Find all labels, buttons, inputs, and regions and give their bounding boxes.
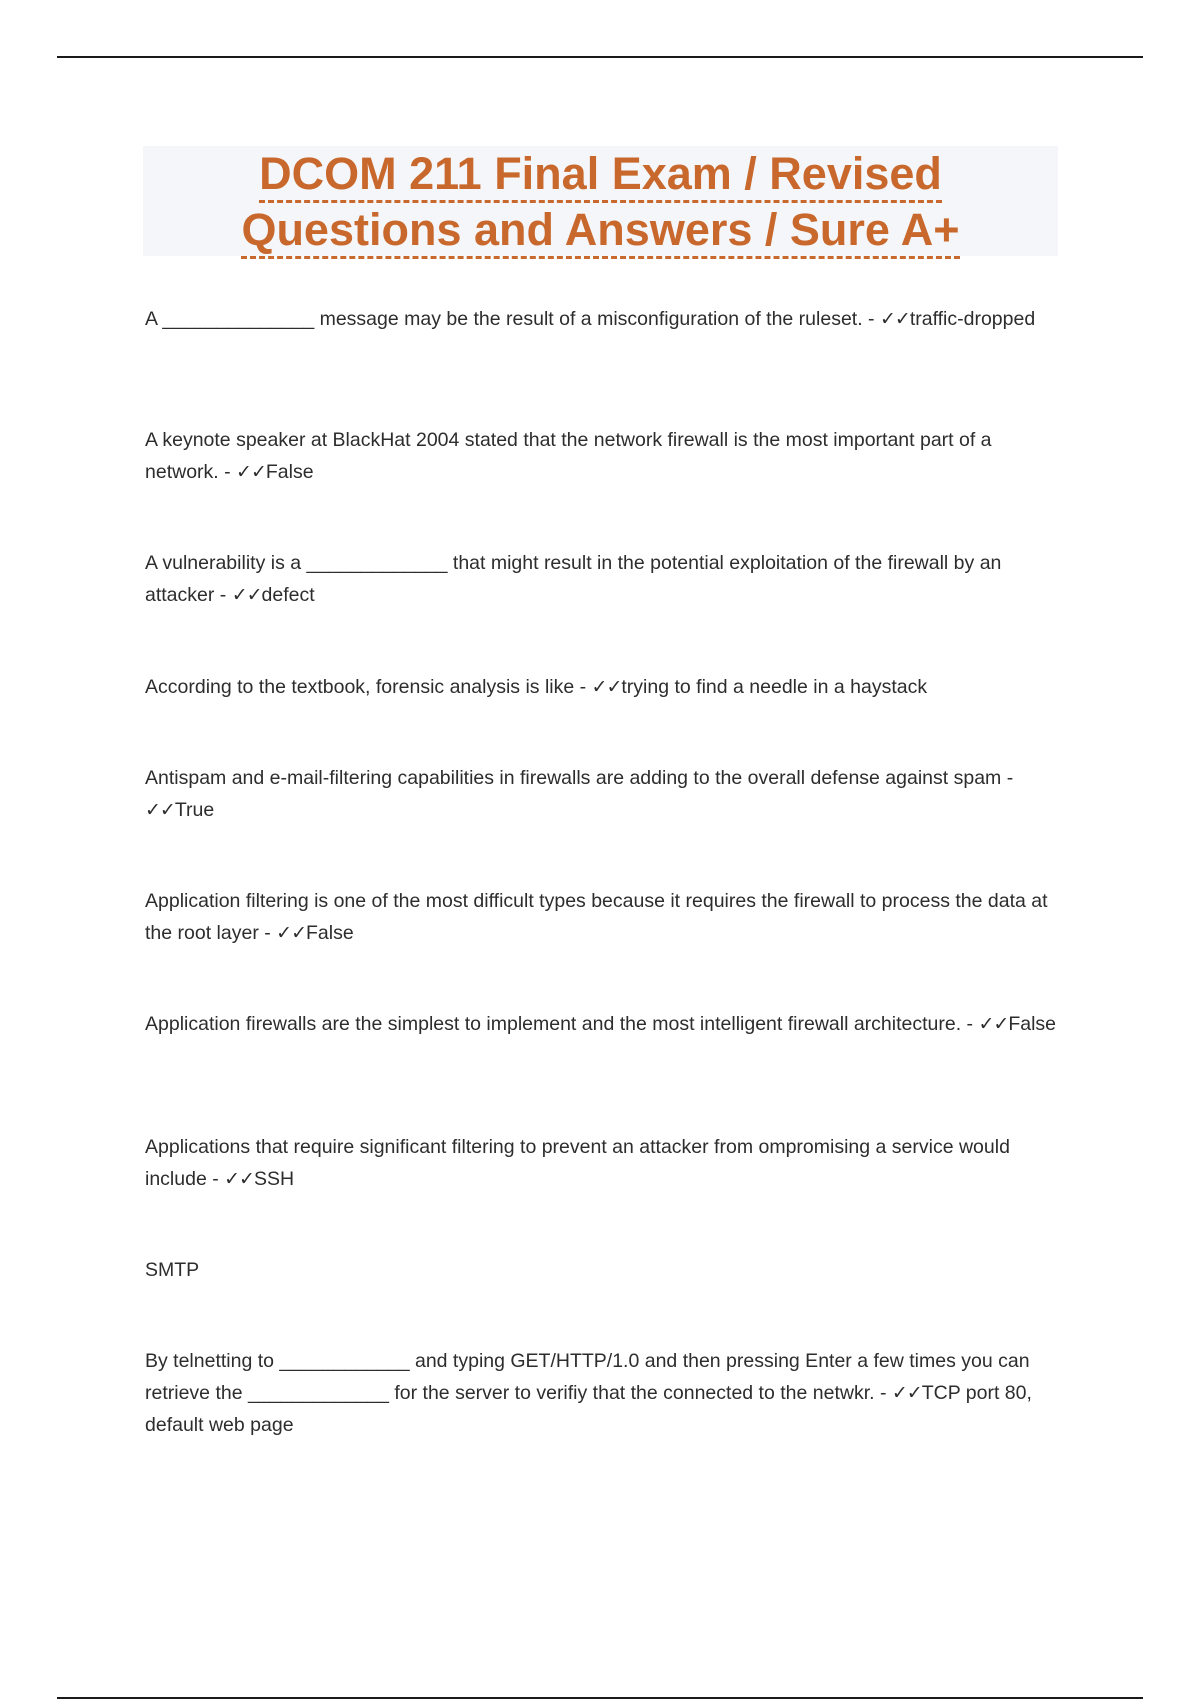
title-line-2: Questions and Answers / Sure A+ <box>241 204 959 259</box>
question-text: Applications that require significant filtering to prevent an attacker from ompromising a service would include - <box>145 1136 1010 1190</box>
answer-text: trying to find a needle in a haystack <box>621 676 928 698</box>
bottom-rule <box>57 1697 1143 1699</box>
qa-item <box>145 547 1065 611</box>
qa-item <box>145 1254 1065 1286</box>
answer-text: False <box>306 922 354 944</box>
answer-text: False <box>1008 1013 1056 1035</box>
answer-text: defect <box>261 584 315 606</box>
qa-item <box>145 885 1065 949</box>
qa-item <box>145 1008 1065 1040</box>
question-text: Antispam and e-mail-filtering capabilities in firewalls are adding to the overall defense against spam - <box>145 767 1014 789</box>
qa-item <box>145 1131 1065 1195</box>
answer-text: TCP port 80, default web page <box>145 1382 1032 1436</box>
answer-text: True <box>174 799 215 821</box>
check-mark-icon: ✓✓ <box>231 584 262 606</box>
qa-item <box>145 303 1065 335</box>
answer-text: False <box>265 461 314 483</box>
check-mark-icon: ✓✓ <box>224 1168 254 1190</box>
top-rule <box>57 56 1143 58</box>
qa-item <box>145 424 1065 488</box>
question-text: A keynote speaker at BlackHat 2004 stated that the network firewall is the most important part of a network. - <box>145 429 992 483</box>
title-banner <box>143 146 1058 256</box>
title-line-1: DCOM 211 Final Exam / Revised <box>259 148 942 203</box>
qa-item <box>145 671 1065 703</box>
check-mark-icon: ✓✓ <box>879 308 910 330</box>
question-text: A ______________ message may be the result of a misconfiguration of the ruleset. - <box>145 308 875 330</box>
check-mark-icon: ✓✓ <box>276 922 306 944</box>
answer-text: traffic-dropped <box>909 308 1036 330</box>
question-text: According to the textbook, forensic analysis is like - <box>145 676 587 698</box>
check-mark-icon: ✓✓ <box>591 676 622 698</box>
answer-text: SMTP <box>145 1259 200 1281</box>
check-mark-icon: ✓✓ <box>145 799 175 821</box>
check-mark-icon: ✓✓ <box>236 461 266 483</box>
question-text: A vulnerability is a _____________ that might result in the potential exploitation of the firewall by an attacker - <box>145 552 1002 606</box>
question-text: By telnetting to ____________ and typing GET/HTTP/1.0 and then pressing Enter a few times you can retrieve the _____________ for the server to verifiy that the connected to the netwkr. - <box>145 1350 1030 1404</box>
question-text: Application filtering is one of the most difficult types because it requires the firewall to process the data at the root layer - <box>145 890 1048 944</box>
qa-item <box>145 1345 1065 1441</box>
check-mark-icon: ✓✓ <box>891 1382 922 1404</box>
check-mark-icon: ✓✓ <box>978 1013 1009 1035</box>
qa-item <box>145 762 1065 826</box>
question-text: Application firewalls are the simplest to implement and the most intelligent firewall architecture. - <box>145 1013 974 1035</box>
answer-text: SSH <box>253 1168 295 1190</box>
